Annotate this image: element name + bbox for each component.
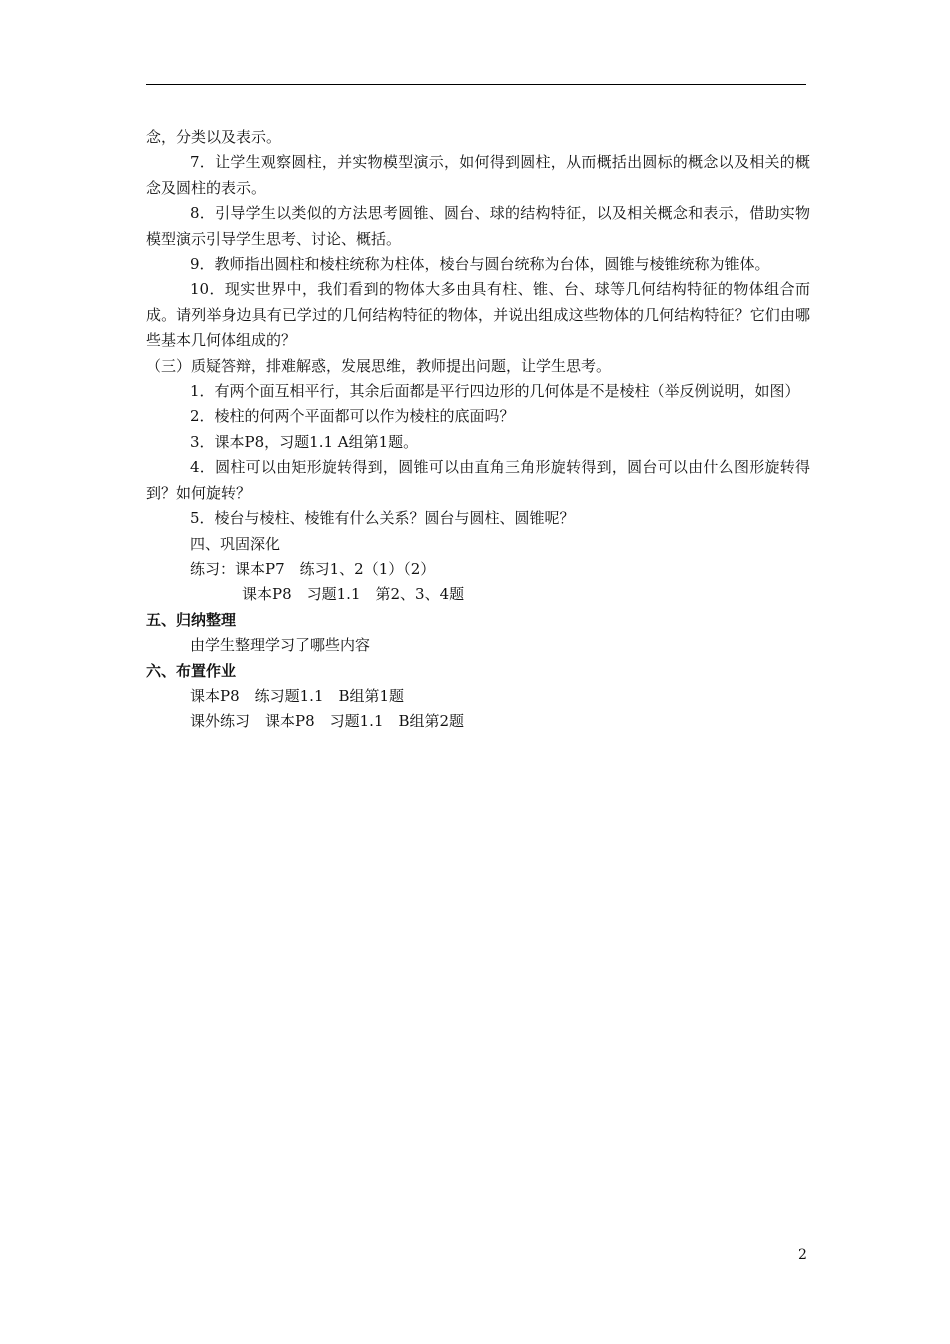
document-body <box>146 125 810 735</box>
section-heading: 六、布置作业 <box>146 661 237 680</box>
paragraph: 课外练习 课本P8 习题1.1 B组第2题 <box>190 712 465 731</box>
paragraph: 8．引导学生以类似的方法思考圆锥、圆台、球的结构特征，以及相关概念和表示，借助实物模型演示引导学生思考、讨论、概括。 <box>146 204 810 248</box>
paragraph: 10．现实世界中，我们看到的物体大多由具有柱、锥、台、球等几何结构特征的物体组合而成。请列举身边具有已学过的几何结构特征的物体，并说出组成这些物体的几何结构特征？它们由哪些基本几何体组成的？ <box>146 280 810 350</box>
paragraph: 由学生整理学习了哪些内容 <box>190 636 371 655</box>
paragraph: 2．棱柱的何两个平面都可以作为棱柱的底面吗？ <box>190 407 515 426</box>
paragraph: 念，分类以及表示。 <box>146 128 282 146</box>
paragraph: 3．课本P8，习题1.1 A组第1题。 <box>190 432 419 451</box>
header-rule <box>146 84 806 85</box>
paragraph: 课本P8 练习题1.1 B组第1题 <box>190 686 405 705</box>
paragraph: 5．棱台与棱柱、棱锥有什么关系？圆台与圆柱、圆锥呢？ <box>190 509 575 528</box>
paragraph: 1．有两个面互相平行，其余后面都是平行四边形的几何体是不是棱柱（举反例说明，如图） <box>190 382 800 401</box>
paragraph: 4．圆柱可以由矩形旋转得到，圆锥可以由直角三角形旋转得到，圆台可以由什么图形旋转得到？如何旋转？ <box>146 458 810 502</box>
paragraph: 9．教师指出圆柱和棱柱统称为柱体，棱台与圆台统称为台体，圆锥与棱锥统称为锥体。 <box>190 255 770 274</box>
paragraph: 练习：课本P7 练习1、2（1）（2） <box>190 559 436 578</box>
section-heading: 五、归纳整理 <box>146 610 237 629</box>
paragraph: 课本P8 习题1.1 第2、3、4题 <box>242 585 465 604</box>
paragraph: 四、巩固深化 <box>190 534 281 553</box>
paragraph: 7．让学生观察圆柱，并实物模型演示，如何得到圆柱，从而概括出圆标的概念以及相关的概念及圆柱的表示。 <box>146 153 810 197</box>
page-number: 2 <box>798 1247 807 1263</box>
paragraph: （三）质疑答辩，排难解惑，发展思维，教师提出问题，让学生思考。 <box>146 356 612 375</box>
